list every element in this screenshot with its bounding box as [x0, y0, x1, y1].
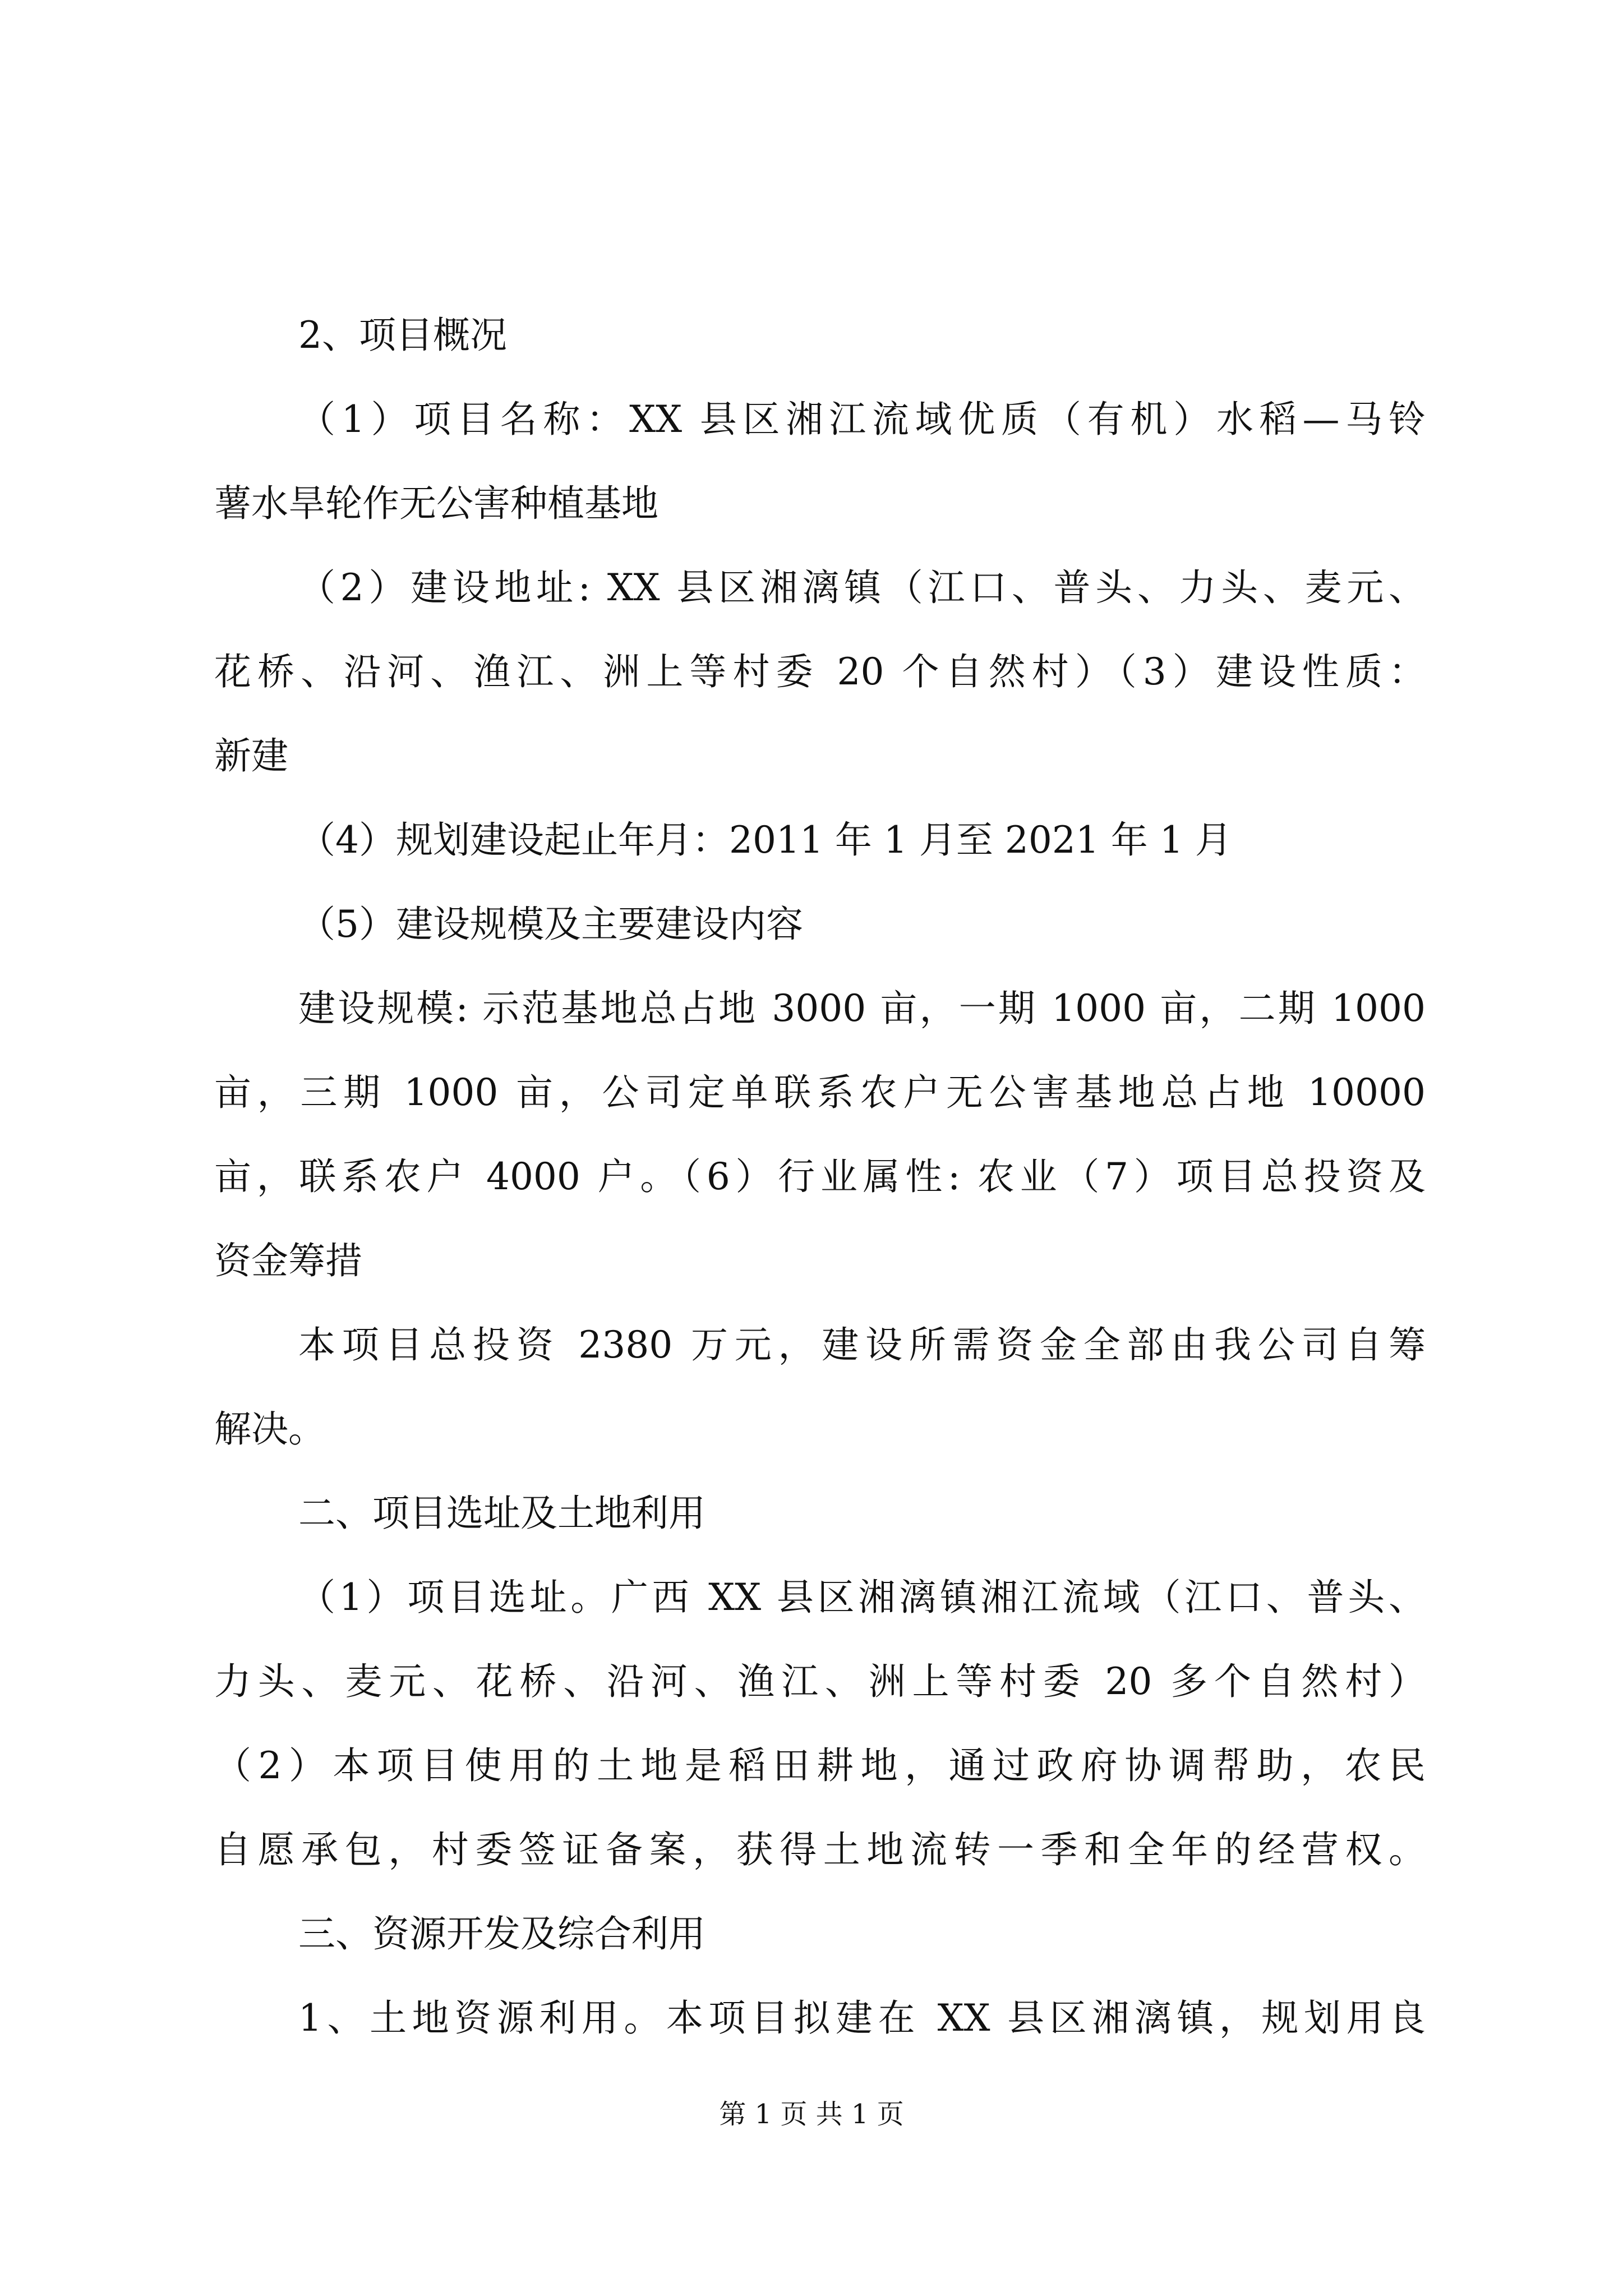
body-text-line: （5）建设规模及主要建设内容	[298, 903, 803, 946]
body-text-line: （1）项目选址。广西 XX 县区湘漓镇湘江流域（江口、普头、	[298, 1576, 1426, 1619]
body-text-line: （1）项目名称：XX 县区湘江流域优质（有机）水稻—马铃	[298, 398, 1426, 441]
body-text-line: 本项目总投资 2380 万元，建设所需资金全部由我公司自筹	[298, 1323, 1426, 1366]
section-heading-project-overview: 2、项目概况	[298, 314, 507, 357]
body-text-line: 花桥、沿河、渔江、洲上等村委 20 个自然村）（3）建设性质：	[214, 650, 1426, 693]
body-text-line: （2）建设地址: XX 县区湘漓镇（江口、普头、力头、麦元、	[298, 566, 1426, 609]
body-text-line: 亩，三期 1000 亩，公司定单联系农户无公害基地总占地 10000	[214, 1071, 1426, 1114]
body-text-line: 1、土地资源利用。本项目拟建在 XX 县区湘漓镇，规划用良	[298, 1996, 1426, 2040]
body-text-line: （2）本项目使用的土地是稻田耕地，通过政府协调帮助，农民	[214, 1744, 1426, 1787]
body-text-line: 解决。	[214, 1407, 325, 1451]
body-text-line: 力头、麦元、花桥、沿河、渔江、洲上等村委 20 多个自然村）	[214, 1660, 1426, 1703]
body-text-line: 自愿承包，村委签证备案，获得土地流转一季和全年的经营权。	[214, 1828, 1426, 1871]
body-text-line: 资金筹措	[214, 1239, 362, 1282]
body-text-line: 建设规模: 示范基地总占地 3000 亩，一期 1000 亩，二期 1000	[298, 987, 1426, 1030]
section-heading-site-selection: 二、项目选址及土地利用	[298, 1492, 706, 1535]
section-heading-resource-development: 三、资源开发及综合利用	[298, 1912, 706, 1955]
body-text-line: （4）规划建设起止年月：2011 年 1 月至 2021 年 1 月	[298, 818, 1232, 862]
body-text-line: 新建	[214, 734, 288, 777]
body-text-line: 亩，联系农户 4000 户。（6）行业属性: 农业（7）项目总投资及	[214, 1155, 1426, 1198]
page-footer: 第 1 页 共 1 页	[719, 2099, 904, 2130]
body-text-line: 薯水旱轮作无公害种植基地	[214, 482, 658, 525]
